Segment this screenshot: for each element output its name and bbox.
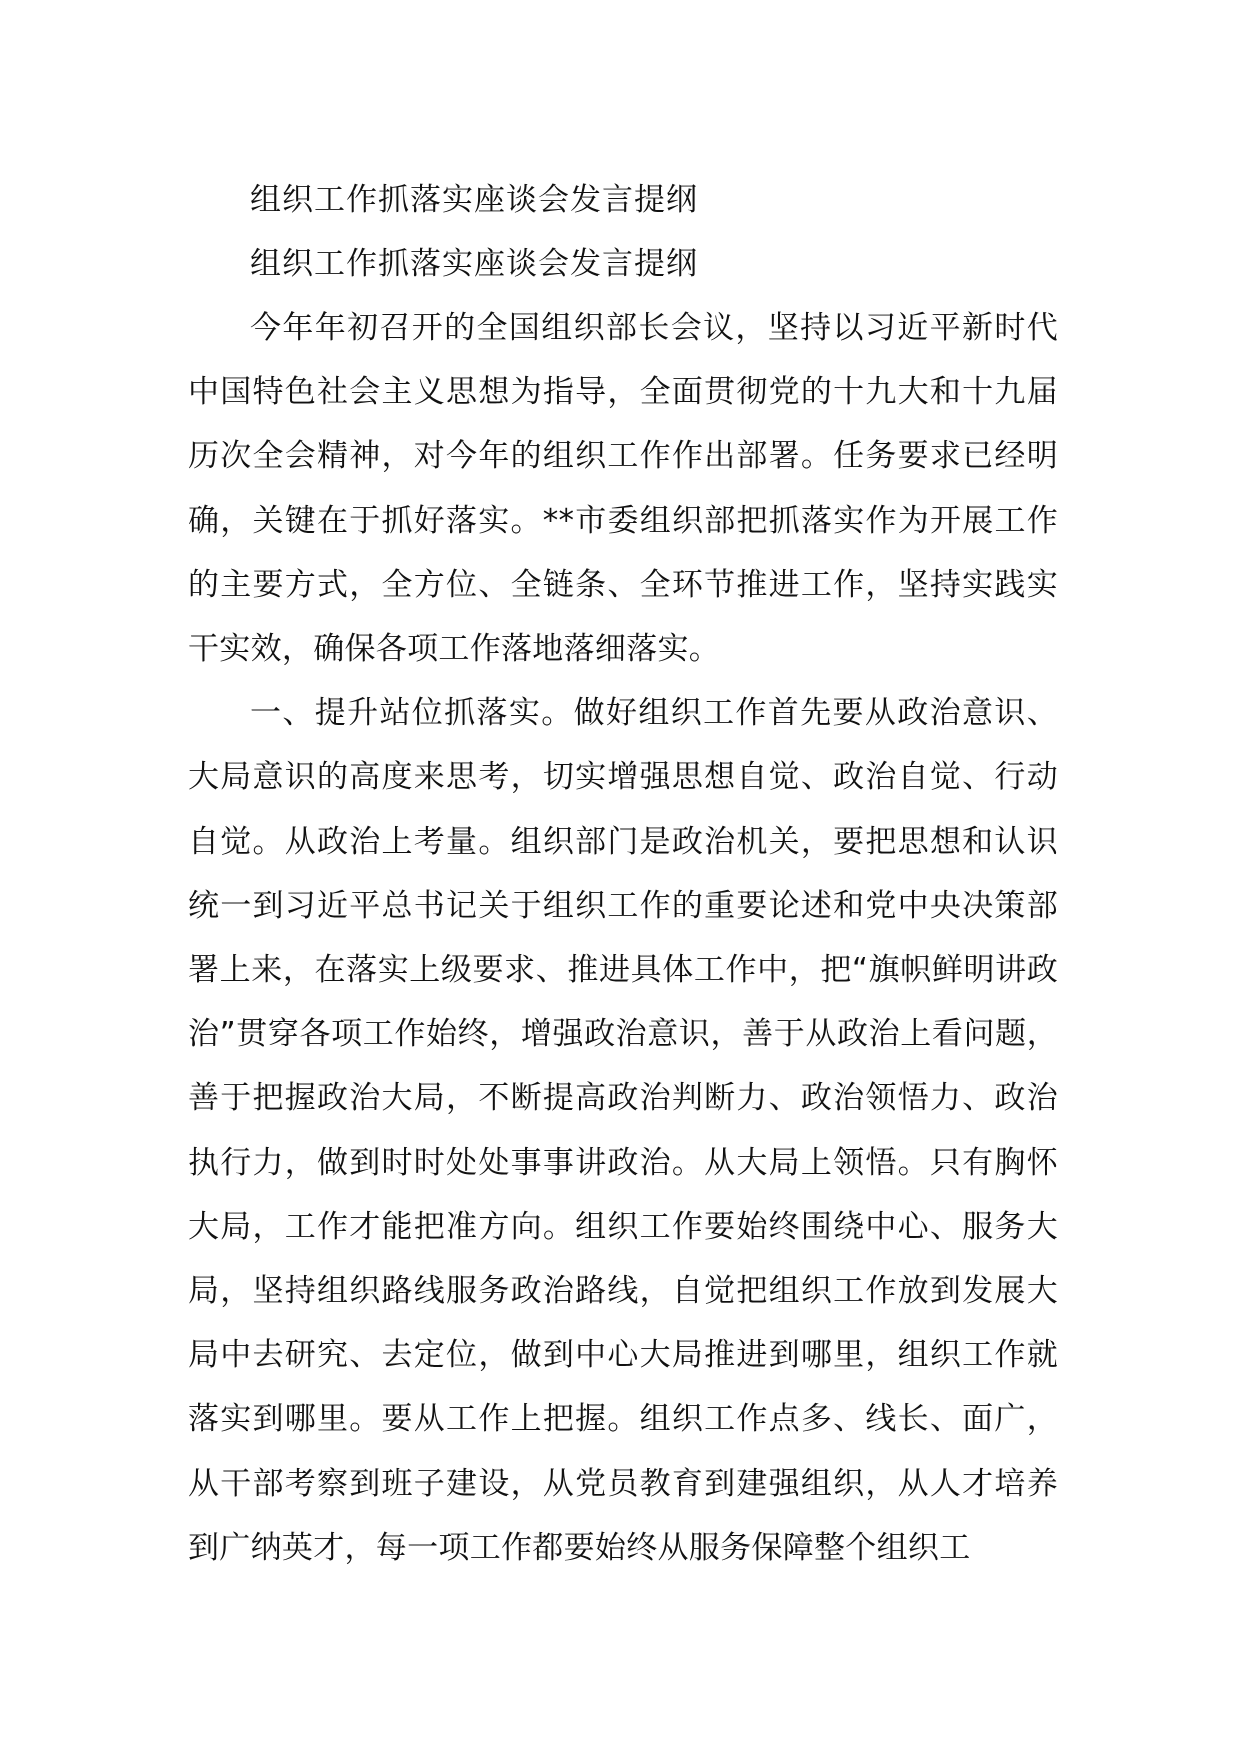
document-subtitle: 组织工作抓落实座谈会发言提纲 — [250, 246, 698, 282]
paragraph-intro: 今年年初召开的全国组织部长会议，坚持以习近平新时代中国特色社会主义思想为指导，全面贯彻党的十九大和十九届历次全会精神，对今年的组织工作作出部署。任务要求已经明确，关键在于抓好落实。**市委组织部把抓落实作为开展工作的主要方式，全方位、全链条、全环节推进工作，坚持实践实干实效，确保各项工作落地落细落实。 — [188, 310, 1058, 668]
document-title: 组织工作抓落实座谈会发言提纲 — [250, 182, 698, 218]
paragraph-section-one: 一、提升站位抓落实。做好组织工作首先要从政治意识、大局意识的高度来思考，切实增强思想自觉、政治自觉、行动自觉。从政治上考量。组织部门是政治机关，要把思想和认识统一到习近平总书记关于组织工作的重要论述和党中央决策部署上来，在落实上级要求、推进具体工作中，把“旗帜鲜明讲政治”贯穿各项工作始终，增强政治意识，善于从政治上看问题，善于把握政治大局，不断提高政治判断力、政治领悟力、政治执行力，做到时时处处事事讲政治。从大局上领悟。只有胸怀大局，工作才能把准方向。组织工作要始终围绕中心、服务大局，坚持组织路线服务政治路线，自觉把组织工作放到发展大局中去研究、去定位，做到中心大局推进到哪里，组织工作就落实到哪里。要从工作上把握。组织工作点多、线长、面广，从干部考察到班子建设，从党员教育到建强组织，从人才培养到广纳英才，每一项工作都要始终从服务保障整个组织工 — [188, 695, 1058, 1566]
document-body — [188, 168, 1058, 1580]
